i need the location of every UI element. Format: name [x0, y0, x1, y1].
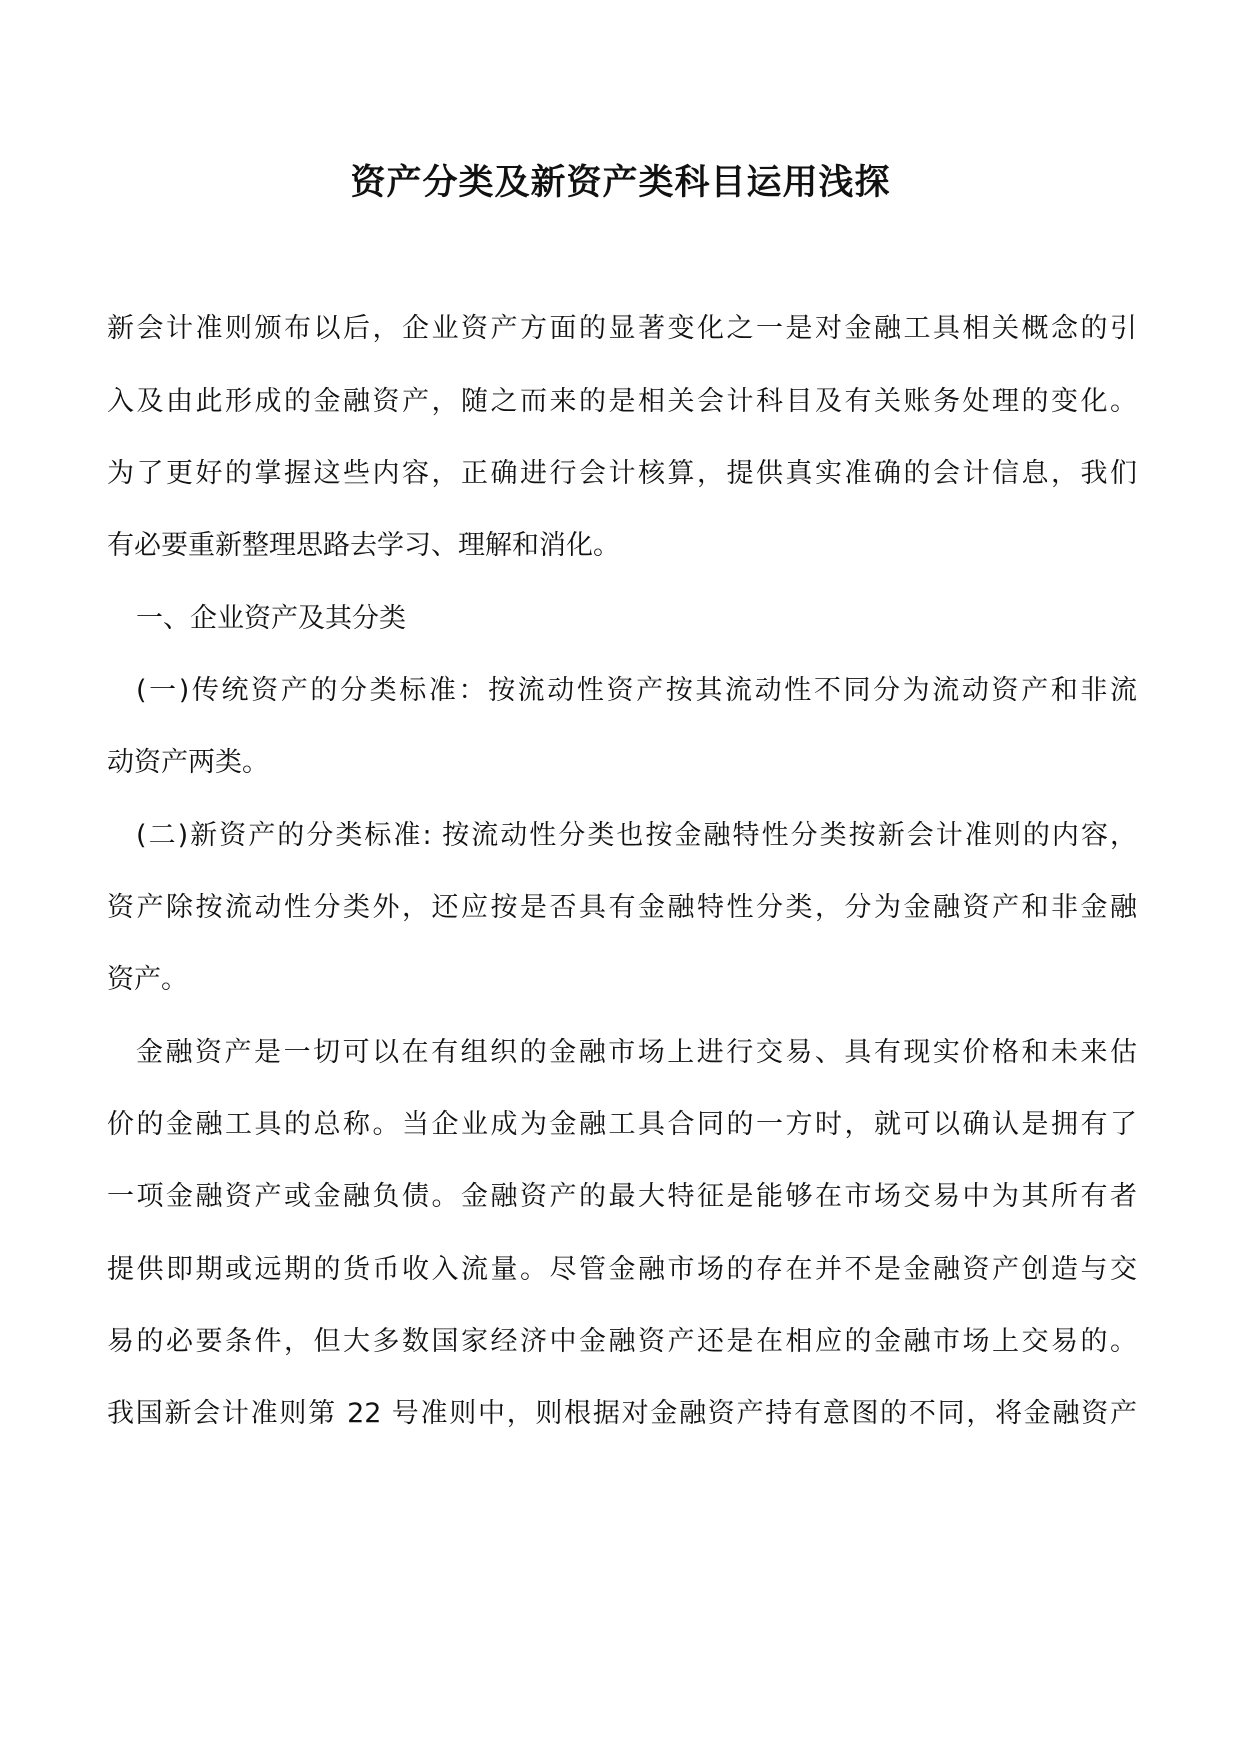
text-line: (二)新资产的分类标准: 按流动性分类也按金融特性分类按新会计准则的内容，	[136, 820, 1137, 851]
text-line: 提供即期或远期的货币收入流量。尽管金融市场的存在并不是金融资产创造与交	[107, 1254, 1137, 1285]
text-line: 资产除按流动性分类外，还应按是否具有金融特性分类，分为金融资产和非金融	[107, 892, 1137, 923]
text-line: 易的必要条件，但大多数国家经济中金融资产还是在相应的金融市场上交易的。	[107, 1326, 1137, 1357]
text-line: 为了更好的掌握这些内容，正确进行会计核算，提供真实准确的会计信息，我们	[107, 458, 1137, 489]
text-line: 有必要重新整理思路去学习、理解和消化。	[107, 530, 620, 561]
text-line: 入及由此形成的金融资产，随之而来的是相关会计科目及有关账务处理的变化。	[107, 386, 1137, 417]
text-line: (一)传统资产的分类标准：按流动性资产按其流动性不同分为流动资产和非流	[136, 675, 1137, 706]
section-heading: 一、企业资产及其分类	[136, 603, 406, 634]
text-line: 资产。	[107, 964, 188, 995]
text-line: 金融资产是一切可以在有组织的金融市场上进行交易、具有现实价格和未来估	[136, 1037, 1137, 1068]
document-title: 资产分类及新资产类科目运用浅探	[350, 163, 891, 203]
text-line: 动资产两类。	[107, 747, 269, 778]
text-line: 新会计准则颁布以后，企业资产方面的显著变化之一是对金融工具相关概念的引	[107, 313, 1137, 344]
text-line: 我国新会计准则第 22 号准则中，则根据对金融资产持有意图的不同，将金融资产	[107, 1398, 1137, 1429]
text-line: 一项金融资产或金融负债。金融资产的最大特征是能够在市场交易中为其所有者	[107, 1181, 1137, 1212]
text-line: 价的金融工具的总称。当企业成为金融工具合同的一方时，就可以确认是拥有了	[107, 1109, 1137, 1140]
